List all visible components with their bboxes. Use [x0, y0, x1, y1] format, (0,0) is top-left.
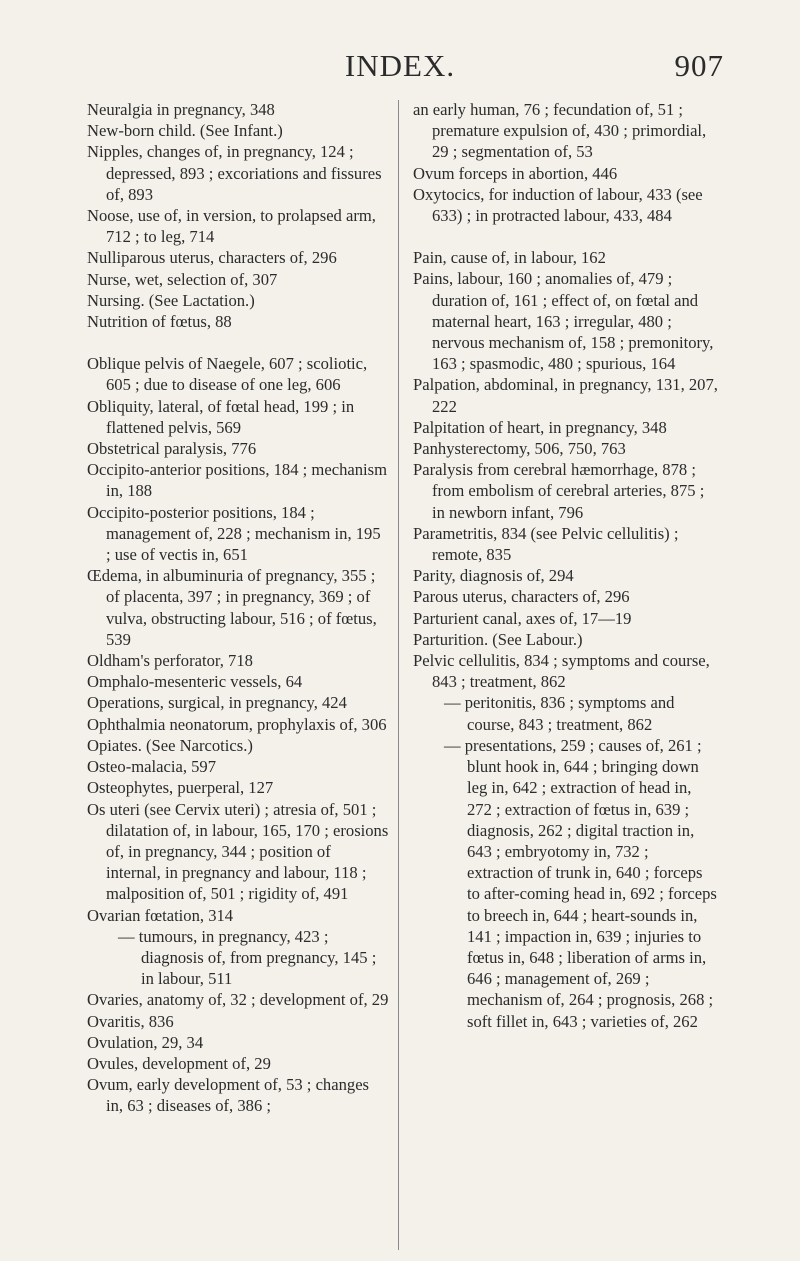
index-entry: Obstetrical paralysis, 776	[87, 439, 257, 459]
index-subentry: — presentations, 259 ; causes of, 261 ; blunt hook in, 644 ; bringing down leg in, 642 ; extraction of head in, 272 ; extraction of fœtus in, 639 ; diagnosis, 262 ; digital traction in, 643 ; embryotomy in, 732 ; extraction of trunk in, 640 ; forceps to after-coming head in, 692 ; forceps to breech in, 644 ; heart-sounds in, 141 ; impaction in, 639 ; injuries to fœtus in, 648 ; liberation of arms in, 646 ; management of, 269 ; mechanism of, 264 ; prognosis, 268 ; soft fillet in, 643 ; varieties of, 262	[444, 735, 717, 1031]
section-gap	[87, 332, 389, 353]
index-entry: Osteophytes, puerperal, 127	[87, 778, 274, 798]
index-entry: Palpitation of heart, in pregnancy, 348	[413, 417, 667, 437]
index-entry: Nutrition of fœtus, 88	[87, 312, 232, 332]
index-entry: Palpation, abdominal, in pregnancy, 131, 207, 222	[413, 375, 718, 416]
index-entry: Opiates. (See Narcotics.)	[87, 735, 253, 755]
index-entry: Ovum forceps in abortion, 446	[413, 163, 618, 183]
index-subentry: — tumours, in pregnancy, 423 ; diagnosis of, from pregnancy, 145 ; in labour, 511	[118, 926, 377, 989]
index-entry: Paralysis from cerebral hæmorrhage, 878 ; from embolism of cerebral arteries, 875 ; in newborn infant, 796	[413, 460, 705, 522]
page-header	[0, 48, 800, 88]
index-entry: Nipples, changes of, in pregnancy, 124 ; depressed, 893 ; excoriations and fissures of, 893	[87, 142, 382, 204]
index-entry: Parturient canal, axes of, 17—19	[413, 608, 632, 628]
index-entry: Nurse, wet, selection of, 307	[87, 269, 278, 289]
column-divider	[398, 100, 399, 1250]
index-entry: Ovarian fœtation, 314	[87, 905, 234, 925]
index-entry: Ovules, development of, 29	[87, 1053, 271, 1073]
index-entry: Œdema, in albuminuria of pregnancy, 355 ; of placenta, 397 ; in pregnancy, 369 ; of vulva, obstructing labour, 516 ; of fœtus, 539	[87, 566, 377, 649]
index-entry: Parous uterus, characters of, 296	[413, 587, 630, 607]
index-entry: Nulliparous uterus, characters of, 296	[87, 248, 337, 268]
index-entry: Nursing. (See Lactation.)	[87, 290, 255, 310]
index-entry: Parametritis, 834 (see Pelvic cellulitis) ; remote, 835	[413, 523, 679, 565]
page-number: 907	[674, 48, 724, 83]
index-entry: Noose, use of, in version, to prolapsed arm, 712 ; to leg, 714	[87, 206, 376, 247]
index-entry: Parity, diagnosis of, 294	[413, 566, 574, 586]
index-entry: New-born child. (See Infant.)	[87, 121, 283, 141]
index-entry: Oxytocics, for induction of labour, 433 (see 633) ; in protracted labour, 433, 484	[413, 184, 703, 226]
index-entry: Osteo-malacia, 597	[87, 757, 217, 777]
index-entry: Oldham's perforator, 718	[87, 651, 253, 671]
index-entry: Oblique pelvis of Naegele, 607 ; scoliotic, 605 ; due to disease of one leg, 606	[87, 354, 368, 395]
index-entry: Os uteri (see Cervix uteri) ; atresia of, 501 ; dilatation of, in labour, 165, 170 ; erosions of, in pregnancy, 344 ; position of internal, in pregnancy and labour, 118 ; malposition of, 501 ; rigidity of, 491	[87, 799, 389, 904]
index-entry: Ovaritis, 836	[87, 1011, 174, 1031]
index-entry: Neuralgia in pregnancy, 348	[87, 100, 275, 119]
left-index-column	[87, 99, 389, 1117]
index-entry: Pelvic cellulitis, 834 ; symptoms and course, 843 ; treatment, 862	[413, 651, 710, 692]
index-entry: Obliquity, lateral, of fœtal head, 199 ; in flattened pelvis, 569	[87, 396, 355, 437]
index-entry: Parturition. (See Labour.)	[413, 629, 583, 649]
running-title: INDEX.	[344, 48, 456, 83]
index-entry: Pain, cause of, in labour, 162	[413, 248, 606, 268]
index-entry: Occipito-posterior positions, 184 ; management of, 228 ; mechanism in, 195 ; use of vectis in, 651	[87, 502, 381, 565]
right-index-column	[413, 99, 718, 1032]
index-entry: Ovum, early development of, 53 ; changes in, 63 ; diseases of, 386 ;	[87, 1075, 370, 1116]
index-entry: Ovaries, anatomy of, 32 ; development of, 29	[87, 990, 389, 1010]
index-subentry: — peritonitis, 836 ; symptoms and course, 843 ; treatment, 862	[444, 693, 675, 734]
index-entry: Pains, labour, 160 ; anomalies of, 479 ; duration of, 161 ; effect of, on fœtal and maternal heart, 163 ; irregular, 480 ; nervous mechanism of, 158 ; premonitory, 163 ; spasmodic, 480 ; spurious, 164	[413, 269, 714, 374]
index-entry: Panhysterectomy, 506, 750, 763	[413, 439, 626, 459]
index-entry: Omphalo-mesenteric vessels, 64	[87, 672, 303, 692]
section-gap	[413, 226, 718, 247]
index-entry: Ovulation, 29, 34	[87, 1032, 204, 1052]
index-entry: Occipito-anterior positions, 184 ; mechanism in, 188	[87, 460, 388, 501]
index-entry: Operations, surgical, in pregnancy, 424	[87, 693, 347, 713]
index-entry: Ophthalmia neonatorum, prophylaxis of, 306	[87, 714, 387, 734]
index-entry: an early human, 76 ; fecundation of, 51 ; premature expulsion of, 430 ; primordial, 29 ; segmentation of, 53	[413, 100, 707, 162]
